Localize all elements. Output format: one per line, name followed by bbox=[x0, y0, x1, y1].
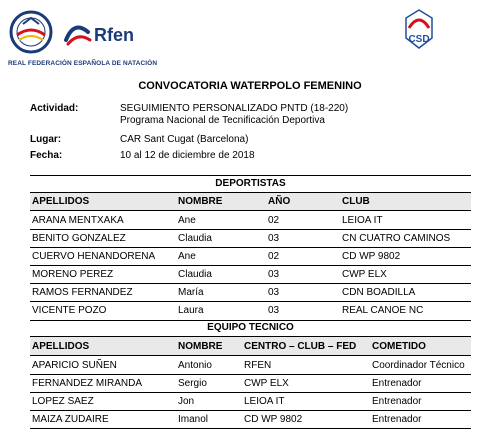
cell-nombre: Jon bbox=[178, 396, 195, 407]
cell-apellidos: CUERVO HENANDORENA bbox=[32, 251, 156, 262]
cell-nombre: Antonio bbox=[178, 360, 212, 371]
cell-cometido: Entrenador bbox=[372, 378, 422, 389]
actividad-line2: Programa Nacional de Tecnificación Deportiva bbox=[120, 115, 325, 126]
col-centro-club-fed: CENTRO – CLUB – FED bbox=[244, 341, 357, 352]
fecha-label: Fecha: bbox=[30, 150, 63, 161]
cell-apellidos: LOPEZ SAEZ bbox=[32, 396, 94, 407]
cell-apellidos: VICENTE POZO bbox=[32, 305, 107, 316]
table-row bbox=[30, 393, 471, 411]
col-apellidos: APELLIDOS bbox=[32, 196, 90, 207]
cell-apellidos: APARICIO SUÑEN bbox=[32, 360, 117, 371]
cell-apellidos: MORENO PEREZ bbox=[32, 269, 114, 280]
deportistas-header-row bbox=[30, 193, 471, 211]
cell-centro: RFEN bbox=[244, 360, 272, 371]
table-row bbox=[30, 284, 471, 302]
col-apellidos: APELLIDOS bbox=[32, 341, 90, 352]
cell-ano: 03 bbox=[268, 269, 280, 280]
rfen-logo bbox=[62, 18, 162, 52]
cell-apellidos: RAMOS FERNANDEZ bbox=[32, 287, 133, 298]
col-nombre: NOMBRE bbox=[178, 196, 223, 207]
col-nombre: NOMBRE bbox=[178, 341, 223, 352]
cell-cometido: Coordinador Técnico bbox=[372, 360, 465, 371]
cell-ano: 03 bbox=[268, 233, 280, 244]
cell-nombre: Claudia bbox=[178, 233, 212, 244]
cell-club: CD WP 9802 bbox=[342, 251, 401, 262]
cell-centro: CD WP 9802 bbox=[244, 414, 303, 425]
col-ano: AÑO bbox=[268, 196, 291, 207]
rfen-logo-text: Rfen bbox=[94, 25, 134, 45]
csd-logo-text: CSD bbox=[408, 34, 430, 45]
cell-club: CWP ELX bbox=[342, 269, 387, 280]
fecha-value: 10 al 12 de diciembre de 2018 bbox=[120, 150, 255, 161]
cell-nombre: Claudia bbox=[178, 269, 212, 280]
federation-name: REAL FEDERACIÓN ESPAÑOLA DE NATACIÓN bbox=[8, 60, 158, 67]
equipo-header-row bbox=[30, 338, 471, 356]
cell-nombre: Laura bbox=[178, 305, 204, 316]
divider bbox=[30, 355, 471, 356]
cell-club: CN CUATRO CAMINOS bbox=[342, 233, 451, 244]
lugar-value: CAR Sant Cugat (Barcelona) bbox=[120, 134, 249, 145]
cell-ano: 02 bbox=[268, 215, 280, 226]
cell-cometido: Entrenador bbox=[372, 414, 422, 425]
lugar-label: Lugar: bbox=[30, 134, 62, 145]
table-row bbox=[30, 230, 471, 248]
cell-centro: CWP ELX bbox=[244, 378, 289, 389]
cell-centro: LEIOA IT bbox=[244, 396, 285, 407]
cell-club: REAL CANOE NC bbox=[342, 305, 424, 316]
equipo-title: EQUIPO TECNICO bbox=[207, 322, 294, 333]
rfen-logo-block bbox=[6, 8, 216, 67]
divider bbox=[30, 428, 471, 429]
col-cometido: COMETIDO bbox=[372, 341, 426, 352]
page-title: CONVOCATORIA WATERPOLO FEMENINO bbox=[138, 80, 362, 92]
table-row bbox=[30, 411, 471, 429]
cell-apellidos: FERNANDEZ MIRANDA bbox=[32, 378, 143, 389]
cell-cometido: Entrenador bbox=[372, 396, 422, 407]
cell-apellidos: ARANA MENTXAKA bbox=[32, 215, 124, 226]
table-row bbox=[30, 375, 471, 393]
cell-nombre: Imanol bbox=[178, 414, 209, 425]
table-row bbox=[30, 212, 471, 230]
cell-nombre: Sergio bbox=[178, 378, 207, 389]
csd-logo bbox=[404, 8, 434, 50]
divider bbox=[30, 175, 471, 176]
cell-apellidos: MAIZA ZUDAIRE bbox=[32, 414, 109, 425]
cell-ano: 02 bbox=[268, 251, 280, 262]
table-row bbox=[30, 266, 471, 284]
cell-nombre: Ane bbox=[178, 251, 196, 262]
cell-apellidos: BENITO GONZALEZ bbox=[32, 233, 126, 244]
divider bbox=[30, 210, 471, 211]
table-row bbox=[30, 302, 471, 320]
divider bbox=[30, 320, 471, 321]
cell-nombre: María bbox=[178, 287, 204, 298]
actividad-line1: SEGUIMIENTO PERSONALIZADO PNTD (18-220) bbox=[120, 103, 349, 114]
table-row bbox=[30, 357, 471, 375]
table-row bbox=[30, 248, 471, 266]
cell-club: CDN BOADILLA bbox=[342, 287, 416, 298]
actividad-label: Actividad: bbox=[30, 103, 79, 114]
cell-nombre: Ane bbox=[178, 215, 196, 226]
deportistas-title: DEPORTISTAS bbox=[215, 178, 286, 189]
col-club: CLUB bbox=[342, 196, 370, 207]
cell-ano: 03 bbox=[268, 287, 280, 298]
rfen-seal-logo bbox=[9, 10, 53, 54]
cell-club: LEIOA IT bbox=[342, 215, 383, 226]
cell-ano: 03 bbox=[268, 305, 280, 316]
